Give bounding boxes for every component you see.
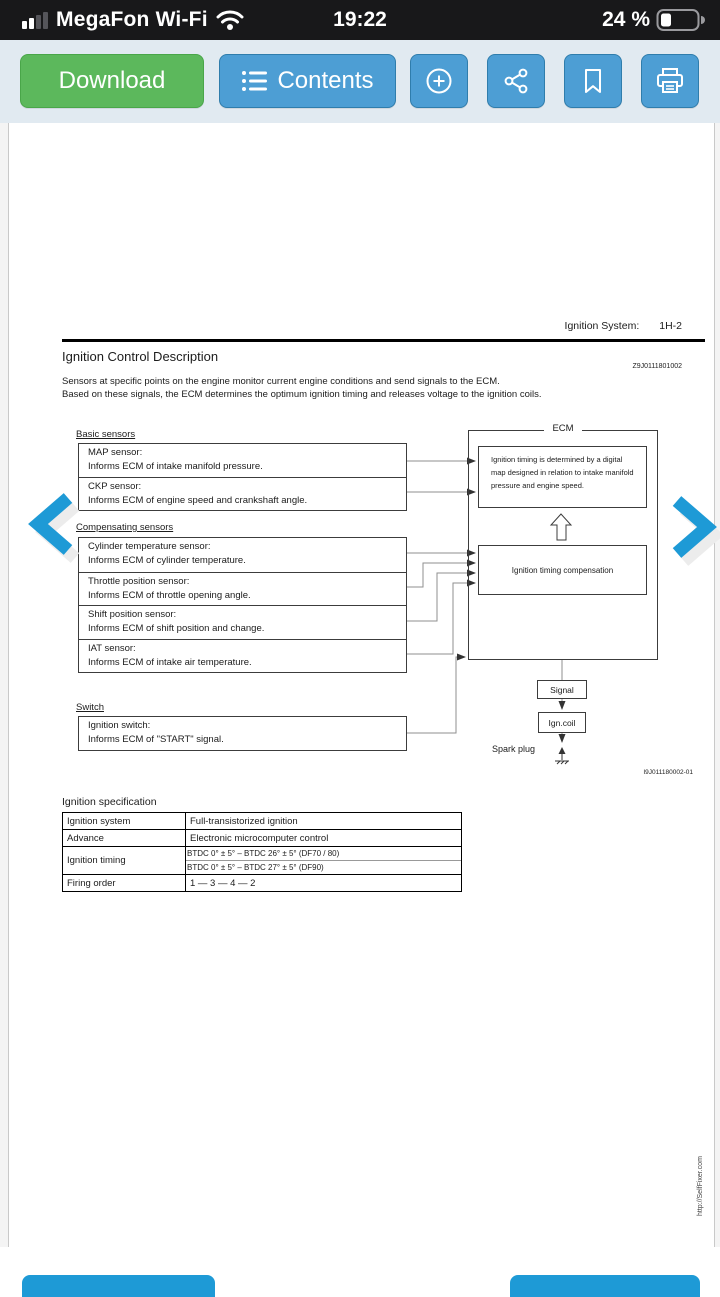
doc-title: Ignition Control Description — [62, 349, 219, 364]
header-section-label: Ignition System: — [564, 320, 640, 332]
spark-gap-arrow — [559, 747, 566, 754]
print-button[interactable] — [641, 54, 699, 108]
sensor-title: Throttle position sensor: — [88, 575, 190, 587]
intro-line-2: Based on these signals, the ECM determines the optimum ignition timing and releases voltage to the ignition coils. — [62, 389, 542, 400]
spec-label: Firing order — [63, 875, 186, 892]
pdf-toolbar — [0, 40, 720, 123]
page-header — [0, 320, 682, 332]
bookmark-button[interactable] — [564, 54, 622, 108]
spec-value: 1 — 3 — 4 — 2 — [186, 875, 462, 892]
share-button[interactable] — [487, 54, 545, 108]
prev-page-button[interactable] — [22, 1275, 215, 1297]
ecm-map-box: Ignition timing is determined by a digital map designed in relation to intake manifold pressure and engine speed. — [478, 446, 647, 508]
next-page-button[interactable] — [510, 1275, 700, 1297]
sensor-desc: Informs ECM of cylinder temperature. — [88, 555, 246, 566]
sensor-title: CKP sensor: — [88, 481, 142, 492]
sensor-title: IAT sensor: — [88, 642, 136, 654]
basic-sensors-box — [78, 443, 407, 511]
sensor-row — [79, 605, 406, 639]
spec-label: Ignition timing — [63, 847, 186, 875]
sensor-row — [79, 572, 406, 606]
clock: 19:22 — [333, 8, 387, 31]
watermark-url: http://SelfFixer.com — [697, 1156, 704, 1216]
download-button[interactable] — [20, 54, 204, 108]
bookmark-icon — [580, 67, 606, 95]
header-page-ref: 1H-2 — [659, 320, 682, 332]
sensor-desc: Informs ECM of "START" signal. — [88, 734, 224, 745]
spec-label: Advance — [63, 830, 186, 847]
intro-line-1: Sensors at specific points on the engine monitor current engine conditions and send signals to the ECM. — [62, 376, 500, 387]
sensor-row — [79, 538, 406, 572]
sensor-desc: Informs ECM of shift position and change. — [88, 623, 265, 634]
prev-page-arrow[interactable] — [12, 486, 82, 569]
download-label: Download — [58, 67, 166, 94]
sensor-row — [79, 717, 406, 750]
pdf-page — [0, 123, 720, 1280]
basic-sensors-label: Basic sensors — [76, 429, 136, 440]
sensor-row — [79, 444, 406, 477]
table-row — [63, 847, 462, 875]
next-page-arrow[interactable] — [663, 489, 720, 572]
battery-percent: 24 % — [602, 8, 650, 31]
sensor-desc: Informs ECM of intake manifold pressure. — [88, 461, 263, 472]
spec-heading: Ignition specification — [62, 796, 157, 808]
doc-code: Z9J0111801002 — [632, 363, 682, 370]
compensating-sensors-label: Compensating sensors — [76, 522, 174, 533]
zoom-button[interactable] — [410, 54, 468, 108]
status-bar — [0, 0, 720, 40]
battery-icon — [656, 8, 706, 32]
sensor-desc: Informs ECM of engine speed and crankshaft angle. — [88, 495, 308, 506]
sensor-title: Cylinder temperature sensor: — [88, 541, 211, 552]
page-right-edge — [714, 123, 720, 1247]
sensor-desc: Informs ECM of intake air temperature. — [88, 656, 252, 668]
signal-box: Signal — [537, 680, 587, 699]
spec-table — [62, 812, 462, 892]
carrier-label: MegaFon Wi-Fi — [56, 8, 208, 31]
sensor-row — [79, 639, 406, 673]
page-left-edge — [0, 123, 9, 1247]
spec-label: Ignition system — [63, 813, 186, 830]
header-rule — [62, 339, 705, 342]
table-row — [63, 813, 462, 830]
figure-code: I9J011180002-01 — [643, 769, 693, 776]
table-row — [63, 830, 462, 847]
contents-label: Contents — [277, 67, 374, 94]
sensor-row — [79, 477, 406, 510]
printer-icon — [655, 67, 685, 95]
sensor-title: MAP sensor: — [88, 447, 143, 458]
sensor-title: Ignition switch: — [88, 720, 151, 731]
spark-plug-label: Spark plug — [492, 744, 536, 754]
spec-value: Full-transistorized ignition — [186, 813, 462, 830]
spec-value: Electronic microcomputer control — [186, 830, 462, 847]
switch-box — [78, 716, 407, 751]
compensating-sensors-box — [78, 537, 407, 673]
switch-label: Switch — [76, 702, 104, 713]
sensor-title: Shift position sensor: — [88, 609, 177, 620]
table-row — [63, 875, 462, 892]
sensor-desc: Informs ECM of throttle opening angle. — [88, 589, 251, 601]
spec-value-line2: BTDC 0° ± 5° – BTDC 27° ± 5° (DF90) — [186, 860, 461, 874]
ecm-label: ECM — [468, 423, 658, 434]
ecm-compensation-box: Ignition timing compensation — [478, 545, 647, 595]
circle-plus-icon — [424, 66, 454, 96]
list-icon — [241, 69, 267, 93]
spec-value-line1: BTDC 0° ± 5° – BTDC 26° ± 5° (DF70 / 80) — [187, 849, 340, 858]
share-icon — [502, 67, 530, 95]
ignition-coil-box: Ign.coil — [538, 712, 586, 733]
contents-button[interactable] — [219, 54, 396, 108]
diagram-connectors — [0, 123, 720, 1280]
